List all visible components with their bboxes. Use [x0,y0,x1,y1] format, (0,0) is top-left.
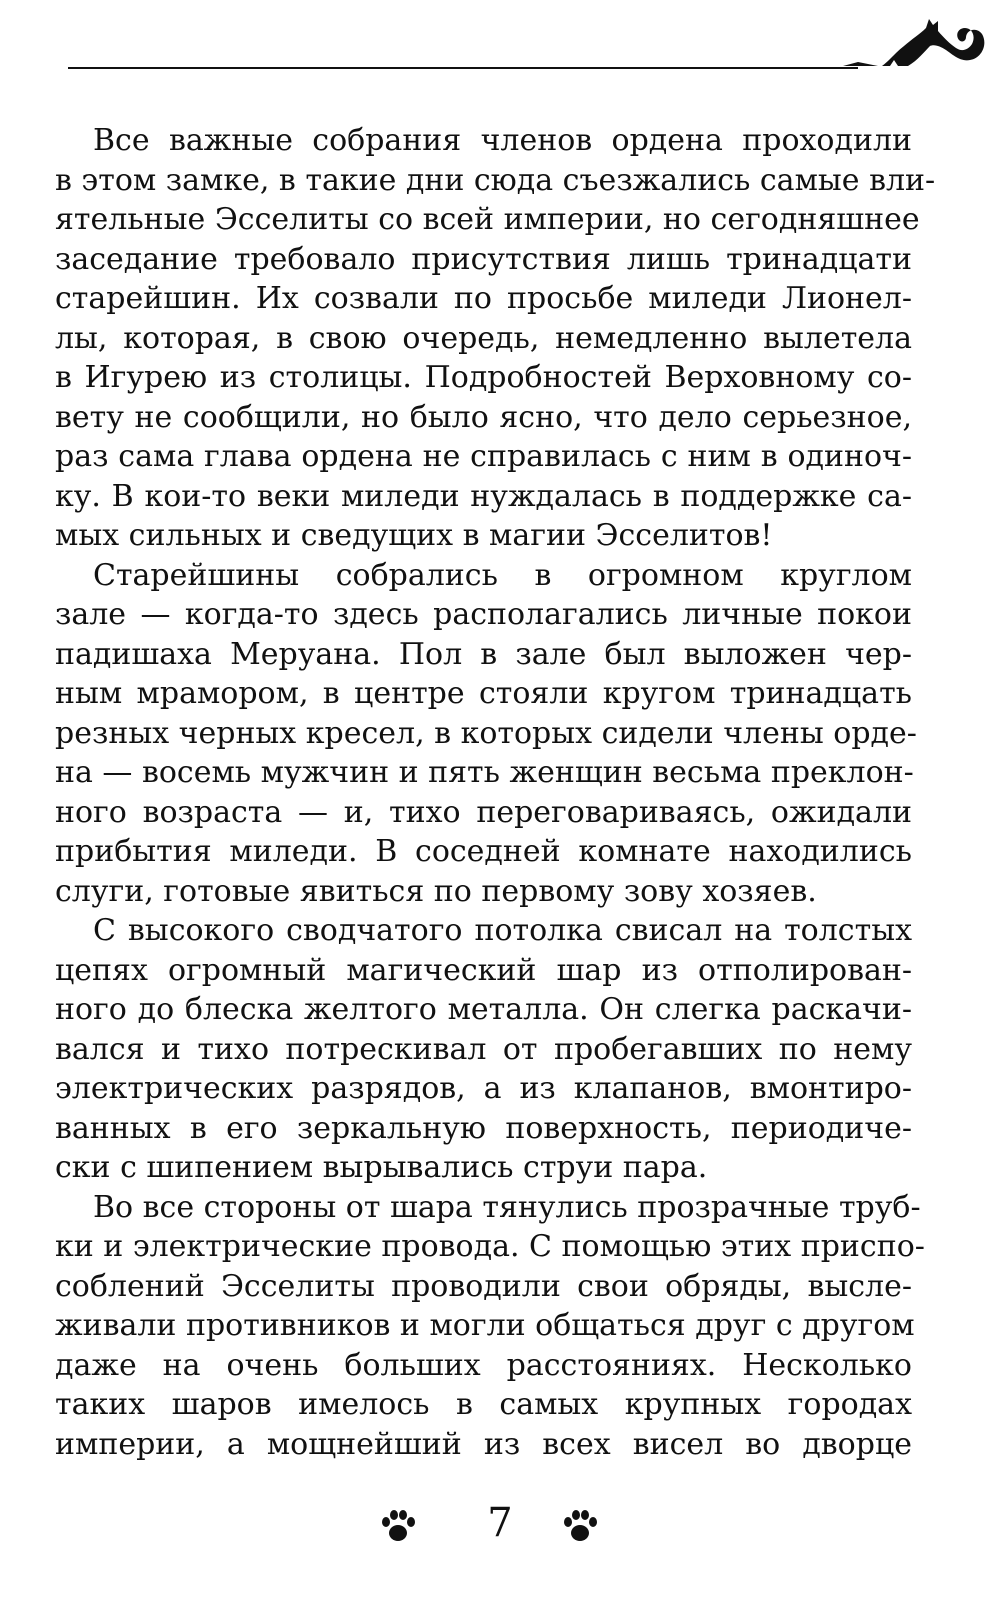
text-line: живали противников и могли общаться друг с другом [55,1308,915,1343]
body-text [55,121,936,1464]
text-line: ного возраста — и, тихо переговариваясь, ожидали [55,794,912,830]
text-line: Старейшины собрались в огромном круглом [93,557,912,593]
text-line: ки и электрические провода. С помощью этих приспо- [55,1229,925,1264]
paragraph-4 [55,1188,925,1465]
text-line: даже на очень больших расстояниях. Несколько [55,1347,912,1383]
text-line: прибытия миледи. В соседней комнате находились [55,834,912,869]
text-line: империи, а мощнейший из всех висел во дворце [55,1426,912,1462]
text-line: слуги, готовые явиться по первому зову хозяев. [55,873,817,909]
text-line: электрических разрядов, а из клапанов, вмонтиро- [55,1071,912,1106]
text-line: ски с шипением вырывались струи пара. [55,1150,708,1185]
text-line: в этом замке, в такие дни сюда съезжались самые вли- [55,162,936,198]
text-line: старейшин. Их созвали по просьбе миледи Лионел- [55,281,912,316]
text-line: С высокого сводчатого потолка свисал на толстых [93,913,912,948]
page-number: 7 [487,1500,513,1546]
text-line: вался и тихо потрескивал от пробегавших по нему [55,1031,912,1067]
text-line: падишаха Меруана. Пол в зале был выложен чер- [55,636,912,672]
header-rule [68,67,858,69]
paragraph-1 [55,121,936,556]
text-line: ку. В кои-то веки миледи нуждалась в поддержке са- [55,478,912,514]
text-line: ного до блеска желтого металла. Он слегка раскачи- [55,992,912,1027]
text-line: заседание требовало присутствия лишь тринадцати [55,241,912,277]
text-line: цепях огромный магический шар из отполирован- [55,952,912,988]
text-line: соблений Эсселиты проводили свои обряды, высле- [55,1268,912,1304]
text-line: Все важные собрания членов ордена проходили [93,123,912,158]
text-line: лы, которая, в свою очередь, немедленно вылетела [55,320,912,356]
paw-print-icon [378,1506,418,1546]
cat-icon [838,8,988,78]
text-line: Во все стороны от шара тянулись прозрачные труб- [93,1189,921,1225]
text-line: в Игурею из столицы. Подробностей Верховному со- [55,360,912,395]
page-footer [0,1498,1000,1558]
text-line: ным мрамором, в центре стояли кругом тринадцать [55,676,912,711]
paragraph-3 [55,911,912,1188]
text-line: резных черных кресел, в которых сидели члены орде- [55,715,917,751]
paw-print-icon [560,1506,600,1546]
text-line: зале — когда-то здесь располагались личные покои [55,597,912,632]
text-line: вету не сообщили, но было ясно, что дело серьезное, [55,399,912,435]
text-line: ятельные Эсселиты со всей империи, но сегодняшнее [55,202,920,237]
text-line: раз сама глава ордена не справилась с ним в одиноч- [55,439,912,474]
text-line: таких шаров имелось в самых крупных городах [55,1387,912,1422]
text-line: ванных в его зеркальную поверхность, периодиче- [55,1110,912,1146]
text-line: мых сильных и сведущих в магии Эсселитов! [55,518,773,553]
text-line: на — восемь мужчин и пять женщин весьма преклон- [55,755,914,790]
paragraph-2 [55,556,917,912]
